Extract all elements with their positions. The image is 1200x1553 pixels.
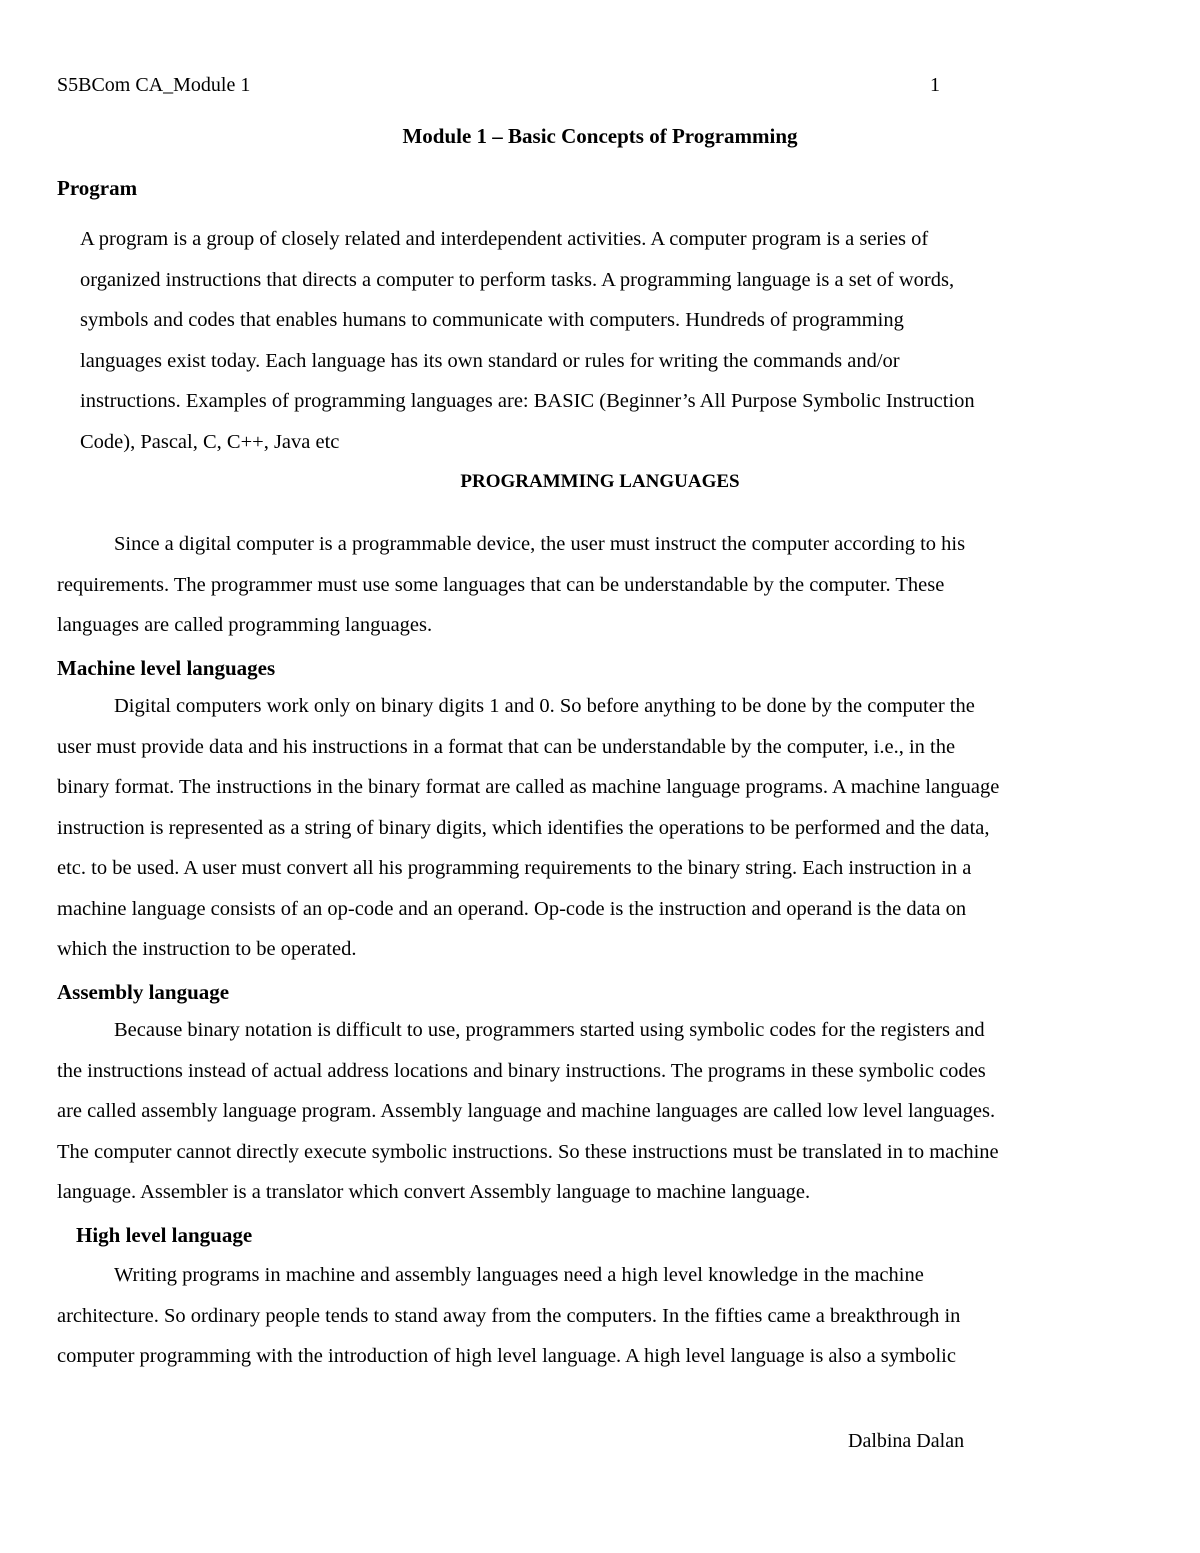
paragraph-line: are called assembly language program. Assembly language and machine languages are called low level languages. (57, 1100, 996, 1122)
document-title: Module 1 – Basic Concepts of Programming (402, 124, 798, 148)
paragraph-line: symbols and codes that enables humans to communicate with computers. Hundreds of programming (80, 309, 904, 331)
paragraph-line: requirements. The programmer must use some languages that can be understandable by the computer. These (57, 573, 945, 596)
paragraph-line: machine language consists of an op-code and an operand. Op-code is the instruction and operand is the data on (57, 897, 967, 920)
paragraph-line: the instructions instead of actual address locations and binary instructions. The programs in these symbolic codes (57, 1059, 986, 1082)
paragraph-line: computer programming with the introduction of high level language. A high level language is also a symbolic (57, 1345, 956, 1367)
paragraph-line: instructions. Examples of programming languages are: BASIC (Beginner’s All Purpose Symbolic Instruction (80, 390, 975, 412)
paragraph-line: Digital computers work only on binary digits 1 and 0. So before anything to be done by the computer the (114, 695, 975, 717)
paragraph-line: etc. to be used. A user must convert all his programming requirements to the binary string. Each instruction in a (57, 857, 972, 879)
paragraph-high-level (57, 1255, 960, 1377)
paragraph-line: Writing programs in machine and assembly languages need a high level knowledge in the machine (114, 1264, 924, 1286)
paragraph-line: Because binary notation is difficult to use, programmers started using symbolic codes for the registers and (114, 1019, 985, 1041)
section-heading-programming-languages: PROGRAMMING LANGUAGES (460, 471, 740, 492)
page-number: 1 (930, 74, 940, 96)
paragraph-line: A program is a group of closely related and interdependent activities. A computer program is a series of (80, 228, 929, 250)
section-heading-program: Program (57, 176, 138, 200)
paragraph-line: organized instructions that directs a computer to perform tasks. A programming language is a set of words, (80, 268, 955, 291)
paragraph-machine-level (57, 686, 999, 970)
section-heading-high-level: High level language (76, 1223, 253, 1247)
paragraph-assembly (57, 1010, 999, 1213)
paragraph-line: binary format. The instructions in the binary format are called as machine language programs. A machine language (57, 776, 1000, 798)
paragraph-line: languages are called programming languages. (57, 614, 433, 636)
paragraph-line: user must provide data and his instructions in a format that can be understandable by the computer, i.e., in the (57, 735, 956, 758)
section-heading-machine-level: Machine level languages (57, 656, 276, 680)
section-heading-assembly: Assembly language (57, 980, 230, 1004)
running-header: S5BCom CA_Module 1 (57, 74, 251, 96)
paragraph-line: Since a digital computer is a programmable device, the user must instruct the computer according to his (114, 533, 966, 555)
paragraph-line: language. Assembler is a translator which convert Assembly language to machine language. (57, 1181, 811, 1203)
paragraph-programming-languages (57, 524, 965, 646)
paragraph-line: languages exist today. Each language has its own standard or rules for writing the commands and/or (80, 349, 900, 372)
paragraph-line: The computer cannot directly execute symbolic instructions. So these instructions must be translated in to machine (57, 1140, 999, 1163)
paragraph-line: which the instruction to be operated. (57, 938, 357, 960)
paragraph-line: instruction is represented as a string of binary digits, which identifies the operations to be performed and the data, (57, 816, 990, 839)
paragraph-line: Code), Pascal, C, C++, Java etc (80, 430, 340, 453)
paragraph-program (80, 219, 975, 462)
author-footer: Dalbina Dalan (848, 1430, 965, 1452)
paragraph-line: architecture. So ordinary people tends to stand away from the computers. In the fifties came a breakthrough in (57, 1304, 961, 1327)
